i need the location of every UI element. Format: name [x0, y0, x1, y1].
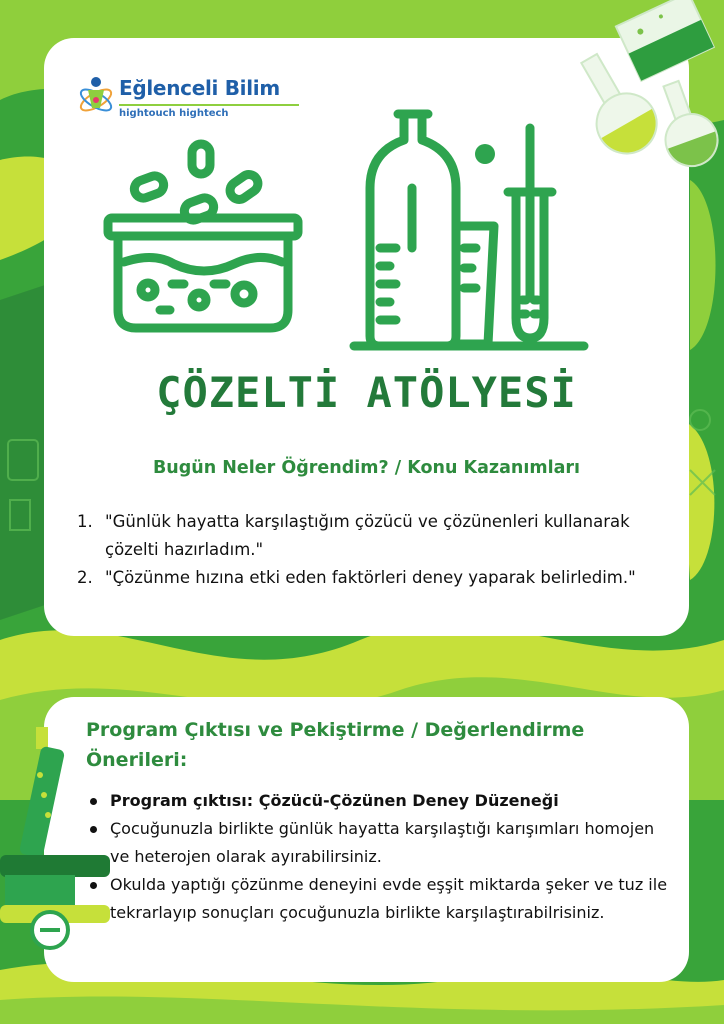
list-item: Okulda yaptığı çözünme deneyini evde eşşit miktarda şeker ve tuz ile tekrarlayıp sonuçları çocuğunuzla birlikte karşılaştırabilrisiniz.: [86, 871, 676, 927]
learning-outcomes-heading: Bugün Neler Öğrendim? / Konu Kazanımları: [152, 458, 581, 478]
brand-tagline: hightouch hightech: [119, 108, 229, 119]
list-item-number: 1.: [77, 512, 93, 531]
list-item: [77, 508, 667, 564]
list-item: [77, 564, 667, 592]
lab-bottles-and-test-tubes-icon: [354, 114, 584, 346]
microscope-icon: [0, 725, 115, 955]
list-item-text: "Çözünme hızına etki eden faktörleri deney yaparak belirledim.": [105, 568, 636, 587]
brand-name: Eğlenceli Bilim: [119, 76, 280, 100]
pills-in-bowl-icon: [108, 144, 298, 328]
list-item-number: 2.: [77, 568, 93, 587]
page-title: ÇÖZELTİ ATÖLYESİ: [156, 368, 577, 417]
list-item-text: "Günlük hayatta karşılaştığım çözücü ve çözünenleri kullanarak çözelti hazırladım.": [105, 512, 630, 559]
learning-outcomes-list: [77, 508, 667, 592]
program-heading: Program Çıktısı ve Pekiştirme / Değerlendirme Önerileri:: [86, 719, 585, 771]
list-item: Program çıktısı: Çözücü-Çözünen Deney Düzeneği: [86, 787, 676, 815]
program-card: [44, 697, 689, 982]
program-list: [86, 787, 676, 927]
list-item: Çocuğunuzla birlikte günlük hayatta karşılaştığı karışımları homojen ve heterojen olarak ayırabilirsiniz.: [86, 815, 676, 871]
flasks-icon: [560, 0, 724, 175]
